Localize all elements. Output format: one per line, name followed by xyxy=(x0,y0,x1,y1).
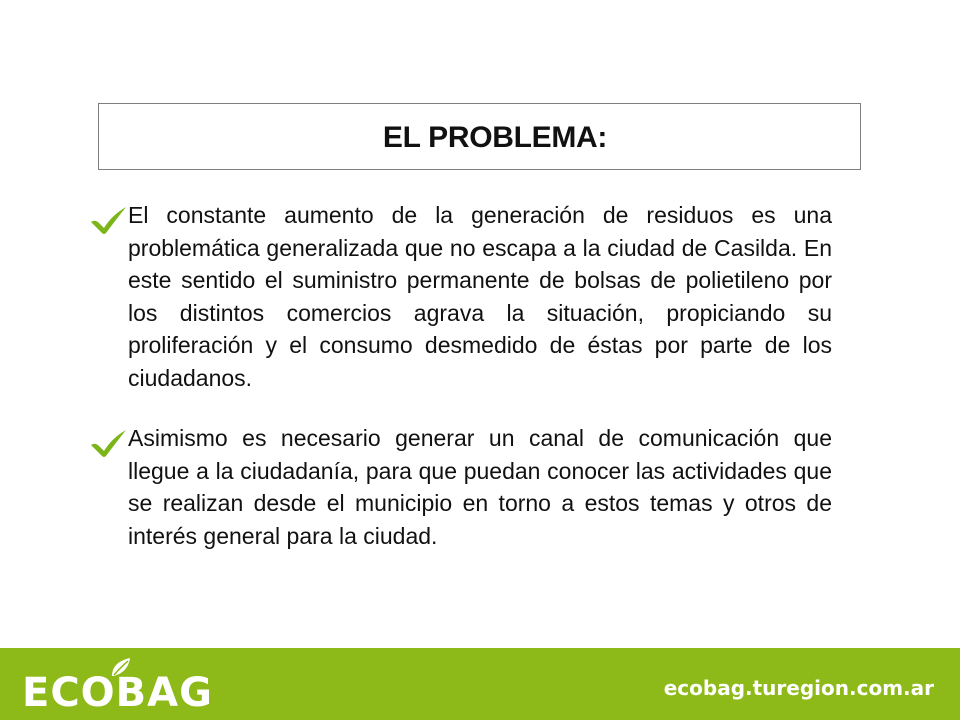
checkmark-icon xyxy=(88,205,130,235)
bullet-text: Asimismo es necesario generar un canal de comunicación que llegue a la ciudadanía, para que puedan conocer las actividades que se realizan desde el municipio en torno a estos temas y otros de interés general para la ciudad. xyxy=(128,425,832,549)
slide-title: EL PROBLEMA: xyxy=(382,121,608,154)
bullet-text: El constante aumento de la generación de residuos es una problemática generalizada que no escapa a la ciudad de Casilda. En este sentido el suministro permanente de bolsas de polietileno por los distintos comercios agrava la situación, propiciando su proliferación y el consumo desmedido de éstas por parte de los ciudadanos. xyxy=(128,202,832,391)
site-url: ecobag.turegion.com.ar xyxy=(663,676,934,700)
title-box xyxy=(98,103,861,170)
footer-bar xyxy=(0,648,960,720)
checkmark-icon xyxy=(88,428,130,458)
ecobag-logo xyxy=(22,658,213,716)
logo-text: ECOBAG xyxy=(22,670,213,716)
